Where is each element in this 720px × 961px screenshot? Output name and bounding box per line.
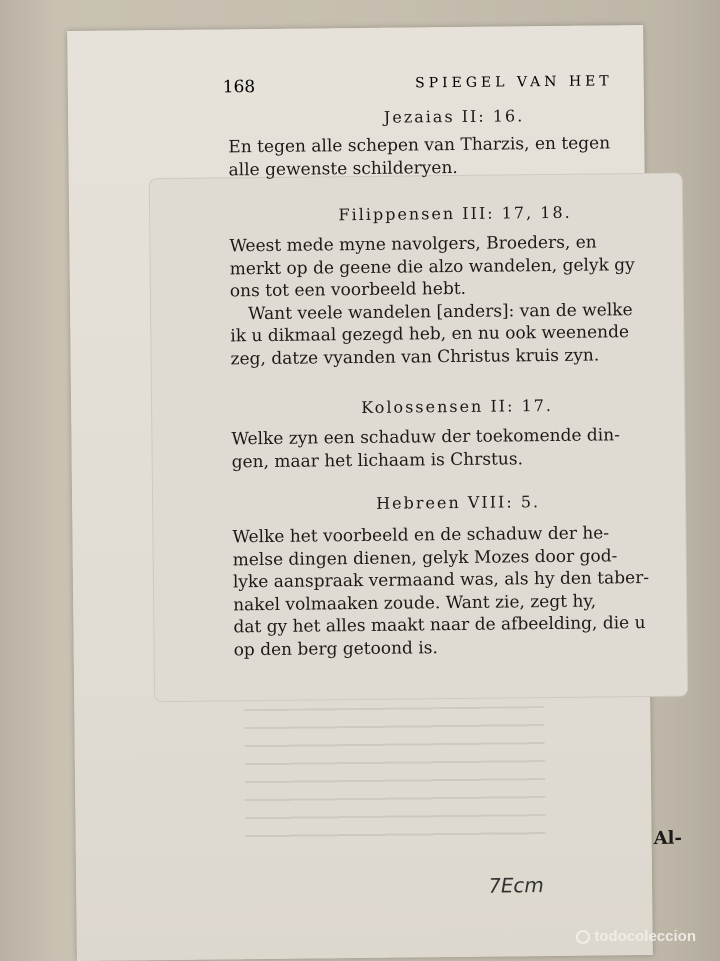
catchword: Al- (653, 827, 683, 849)
show-through-text (244, 706, 545, 849)
text-line: ons tot een voorbeeld hebt. (229, 278, 467, 302)
section-heading: Jezaias II: 16. (383, 106, 525, 127)
section-heading: Filippensen III: 17, 18. (338, 202, 572, 225)
watermark-text: todocoleccion (594, 928, 696, 945)
page-number: 168 (222, 77, 256, 98)
running-head (223, 73, 613, 97)
text-line: Want veele wandelen [anders]: van de welke (248, 299, 633, 324)
text-line: nakel volmaaken zoude. Want zie, zegt hy, (233, 591, 597, 615)
text-line: zeg, datze vyanden van Christus kruis zyn. (230, 344, 600, 369)
section-kolossensen (231, 395, 684, 474)
running-title: SPIEGEL VAN HET (414, 73, 613, 92)
text-line: melse dingen dienen, gelyk Mozes door god- (232, 545, 618, 570)
watermark (576, 928, 696, 945)
text-line: merkt op de geene die alzo wandelen, gelyk gy (229, 254, 635, 279)
text-line: alle gewenste schilderyen. (228, 157, 458, 180)
text-line: gen, maar het lichaam is Chrstus. (231, 448, 524, 472)
text-line: Welke het voorbeeld en de schaduw der he- (232, 523, 610, 548)
text-line: Welke zyn een schaduw der toekomende din- (231, 425, 620, 450)
section-jezaias (228, 105, 681, 182)
section-filippensen (229, 202, 683, 371)
section-heading: Kolossensen II: 17. (361, 395, 554, 417)
book-page (67, 25, 683, 961)
text-line: En tegen alle schepen van Tharzis, en tegen (228, 133, 611, 158)
watermark-logo-icon (576, 930, 590, 944)
text-line: lyke aanspraak vermaand was, als hy den taber- (232, 567, 650, 593)
section-heading: Hebreen VIII: 5. (376, 492, 541, 513)
handwritten-note: 7Ecm (486, 873, 546, 898)
text-line: ik u dikmaal gezegd heb, en nu ook weenende (230, 322, 630, 347)
text-line: dat gy het alles maakt naar de afbeelding, die u (233, 613, 646, 638)
text-line: Weest mede myne navolgers, Broeders, en (229, 232, 597, 257)
text-line: op den berg getoond is. (233, 637, 438, 660)
section-hebreen (232, 491, 686, 662)
